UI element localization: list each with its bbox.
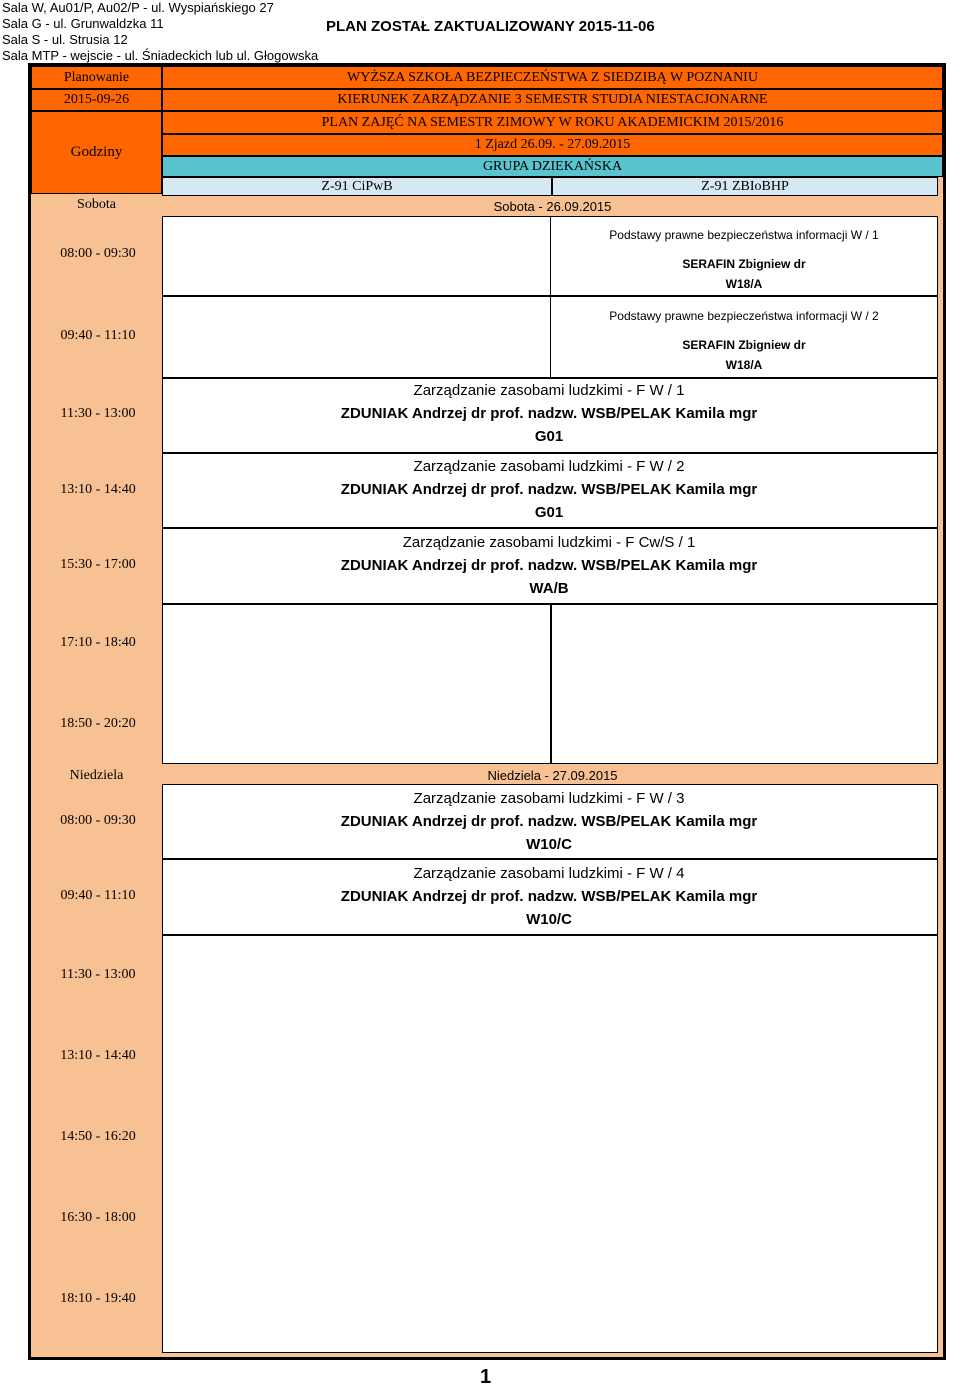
venue-line: Sala S - ul. Strusia 12 <box>2 32 128 47</box>
time-slot: 09:40 - 11:10 <box>60 328 136 343</box>
time-slot: 15:30 - 17:00 <box>60 557 136 572</box>
podstawy-entry <box>550 305 938 375</box>
group-b-label: Z-91 ZBIoBHP <box>552 177 938 196</box>
teacher: SERAFIN Zbigniew dr <box>682 338 806 352</box>
time-slot: 17:10 - 18:40 <box>60 635 136 650</box>
lecture-entry <box>160 863 938 931</box>
saturday-label: Sobota <box>77 197 116 212</box>
lecture-entry <box>160 456 938 524</box>
school-name: WYŻSZA SZKOŁA BEZPIECZEŃSTWA Z SIEDZIBĄ W POZNANIU <box>162 66 943 89</box>
plan-title: PLAN ZAJĘĆ NA SEMESTR ZIMOWY W ROKU AKADEMICKIM 2015/2016 <box>162 111 943 134</box>
room: W10/C <box>526 836 572 853</box>
planowanie-label: Planowanie <box>31 66 162 89</box>
room: WA/B <box>529 580 569 597</box>
room: G01 <box>534 504 564 521</box>
room: W10/C <box>526 911 572 928</box>
planning-date: 2015-09-26 <box>31 89 162 111</box>
podstawy-entry <box>550 224 938 294</box>
page-number: 1 <box>480 1366 492 1388</box>
time-slot: 08:00 - 09:30 <box>60 813 136 828</box>
zjazd-dates: 1 Zjazd 26.09. - 27.09.2015 <box>162 134 943 156</box>
course-title: Podstawy prawne bezpieczeństwa informacji W / 1 <box>609 228 879 242</box>
update-notice: PLAN ZOSTAŁ ZAKTUALIZOWANY 2015-11-06 <box>326 18 655 35</box>
teacher: ZDUNIAK Andrzej dr prof. nadzw. WSB/PELAK Kamila mgr <box>340 405 758 422</box>
venue-line: Sala MTP - wejscie - ul. Śniadeckich lub ul. Głogowska <box>2 48 319 63</box>
lecture-entry <box>160 380 938 448</box>
venue-line: Sala G - ul. Grunwaldzka 11 <box>2 16 164 31</box>
time-slot: 13:10 - 14:40 <box>60 482 136 497</box>
sat-evening-b <box>551 604 938 764</box>
godziny-label: Godziny <box>31 111 162 194</box>
sun-empty-block <box>162 935 938 1353</box>
room: W18/A <box>725 358 763 372</box>
sat-row-1-empty <box>162 216 551 296</box>
lecture-entry <box>160 788 938 856</box>
sunday-date: Niedziela - 27.09.2015 <box>487 767 618 783</box>
time-slot: 11:30 - 13:00 <box>60 406 136 421</box>
teacher: ZDUNIAK Andrzej dr prof. nadzw. WSB/PELAK Kamila mgr <box>340 481 758 498</box>
room: W18/A <box>725 277 763 291</box>
time-slot: 09:40 - 11:10 <box>60 888 136 903</box>
course-title: Zarządzanie zasobami ludzkimi - F W / 4 <box>413 865 685 882</box>
time-slot: 13:10 - 14:40 <box>60 1048 136 1063</box>
course-title: Podstawy prawne bezpieczeństwa informacji W / 2 <box>609 309 879 323</box>
time-slot: 18:50 - 20:20 <box>60 716 136 731</box>
course-title: Zarządzanie zasobami ludzkimi - F W / 2 <box>413 458 685 475</box>
teacher: ZDUNIAK Andrzej dr prof. nadzw. WSB/PELAK Kamila mgr <box>340 557 758 574</box>
group-header: GRUPA DZIEKAŃSKA <box>162 156 943 177</box>
sat-evening-a <box>162 604 551 764</box>
sunday-label: Niedziela <box>69 768 124 783</box>
program-name: KIERUNEK ZARZĄDZANIE 3 SEMESTR STUDIA NIESTACJONARNE <box>162 89 943 111</box>
time-slot: 11:30 - 13:00 <box>60 967 136 982</box>
teacher: SERAFIN Zbigniew dr <box>682 257 806 271</box>
teacher: ZDUNIAK Andrzej dr prof. nadzw. WSB/PELAK Kamila mgr <box>340 813 758 830</box>
course-title: Zarządzanie zasobami ludzkimi - F W / 3 <box>413 790 685 807</box>
time-slot: 08:00 - 09:30 <box>60 246 136 261</box>
teacher: ZDUNIAK Andrzej dr prof. nadzw. WSB/PELAK Kamila mgr <box>340 888 758 905</box>
course-title: Zarządzanie zasobami ludzkimi - F W / 1 <box>413 382 685 399</box>
saturday-date: Sobota - 26.09.2015 <box>493 198 612 214</box>
time-slot: 16:30 - 18:00 <box>60 1210 136 1225</box>
room: G01 <box>534 428 564 445</box>
venue-line: Sala W, Au01/P, Au02/P - ul. Wyspiańskiego 27 <box>2 0 274 15</box>
time-slot: 18:10 - 19:40 <box>60 1291 136 1306</box>
group-a-label: Z-91 CiPwB <box>162 177 552 196</box>
lecture-entry <box>160 532 938 600</box>
course-title: Zarządzanie zasobami ludzkimi - F Cw/S / 1 <box>402 534 696 551</box>
sat-row-2-empty <box>162 296 551 378</box>
time-slot: 14:50 - 16:20 <box>60 1129 136 1144</box>
